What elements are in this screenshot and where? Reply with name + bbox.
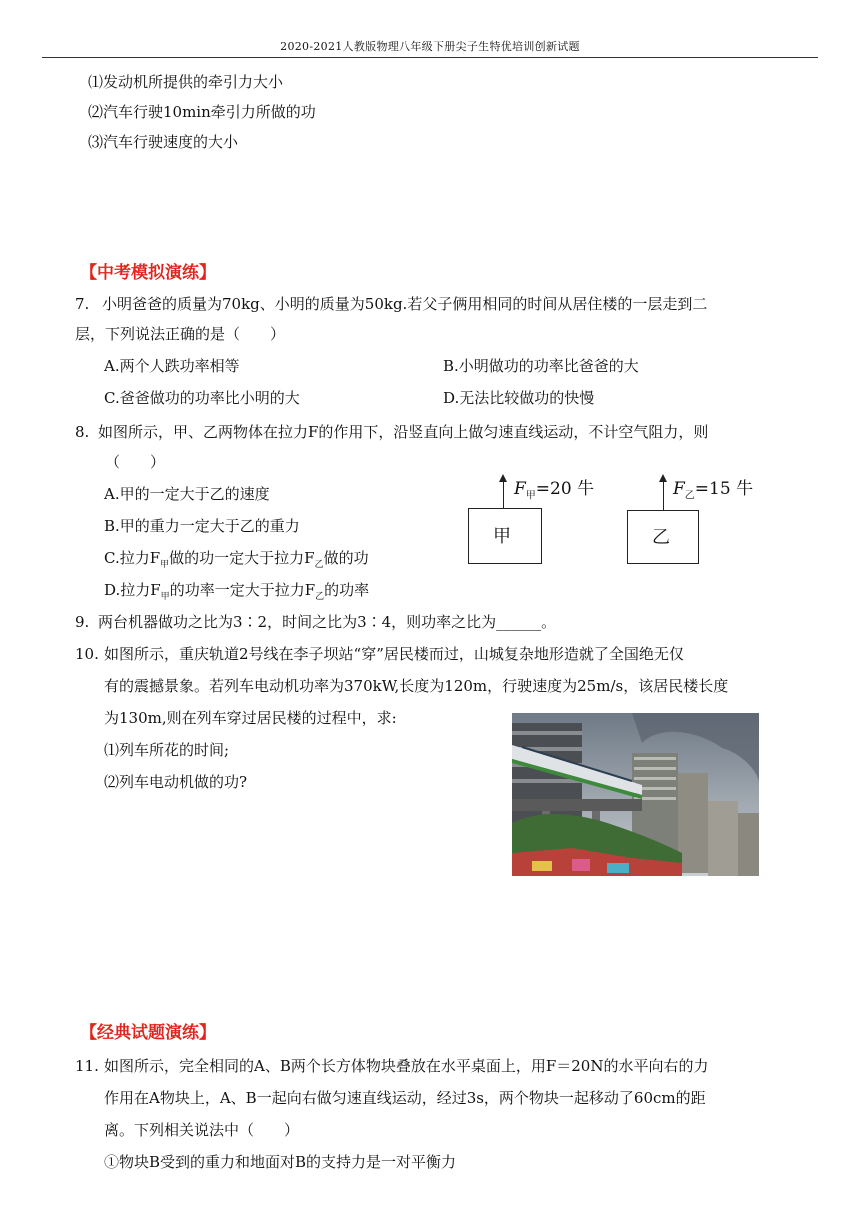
q10-stem-line1: 如图所示，重庆轨道2号线在李子坝站“穿”居民楼而过，山城复杂地形造就了全国绝无仅 — [104, 645, 684, 663]
force-arrow-yi — [663, 482, 664, 510]
force-label-yi: $F_乙=15$ 牛 — [673, 479, 754, 502]
q11-stem-line2: 作用在A物块上，A、B一起向右做匀速直线运动，经过3s，两个物块一起移动了60cm的距 — [104, 1089, 706, 1107]
q9-number: 9. — [75, 613, 90, 631]
photo-illustration — [512, 713, 759, 876]
force-arrow-jia — [503, 482, 504, 508]
q11-number: 11. — [75, 1057, 99, 1075]
box-jia — [468, 508, 542, 564]
q7-number: 7. — [75, 295, 90, 313]
section-title-mock-exam: 【中考模拟演练】 — [80, 263, 216, 283]
q8-option-a: A.甲的一定大于乙的速度 — [104, 485, 270, 503]
q8-option-b: B.甲的重力一定大于乙的重力 — [104, 517, 300, 535]
prev-part-3: ⑶汽车行驶速度的大小 — [88, 133, 239, 151]
q7-option-a: A.两个人跌功率相等 — [104, 357, 240, 375]
q10-stem-line2: 有的震撼景象。若列车电动机功率为370kW,长度为120m，行驶速度为25m/s，该居民楼长度 — [104, 677, 729, 695]
q7-option-c: C.爸爸做功的功率比小明的大 — [104, 389, 300, 407]
q8-option-d: D.拉力$F_甲$的功率一定大于拉力$F_乙$的功率 — [104, 581, 370, 602]
q10-stem-line3: 为130m,则在列车穿过居民楼的过程中，求: — [104, 709, 397, 727]
q11-stem-line3: 离。下列相关说法中（ ） — [104, 1121, 300, 1139]
force-arrow-yi-head — [659, 474, 667, 482]
box-jia-label: 甲 — [493, 526, 511, 547]
q8-number: 8. — [75, 423, 90, 441]
box-yi-label: 乙 — [652, 527, 670, 548]
q7-stem-line2: 层，下列说法正确的是（ ） — [75, 325, 286, 343]
prev-part-2: ⑵汽车行驶10min牵引力所做的功 — [88, 103, 316, 121]
page-header: 2020-2021人教版物理八年级下册尖子生特优培训创新试题 — [280, 40, 580, 53]
q8-stem-line1: 如图所示，甲、乙两物体在拉力F的作用下，沿竖直向上做匀速直线运动，不计空气阻力，则 — [98, 423, 709, 441]
q11-statement-1: ①物块B受到的重力和地面对B的支持力是一对平衡力 — [104, 1153, 457, 1171]
q7-stem-line1: 小明爸爸的质量为70kg、小明的质量为50kg.若父子俩用相同的时间从居住楼的一层走到二 — [102, 295, 708, 313]
q9-stem: 两台机器做功之比为3∶2，时间之比为3∶4，则功率之比为______。 — [98, 613, 557, 631]
force-arrow-jia-head — [499, 474, 507, 482]
header-rule — [42, 57, 818, 58]
section-title-classic-exam: 【经典试题演练】 — [80, 1023, 216, 1043]
q7-option-b: B.小明做功的功率比爸爸的大 — [443, 357, 639, 375]
q10-photo-train-through-building — [512, 713, 759, 876]
q10-number: 10. — [75, 645, 99, 663]
q8-stem-line2: （ ） — [105, 453, 166, 471]
q11-stem-line1: 如图所示，完全相同的A、B两个长方体物块叠放在水平桌面上，用F＝20N的水平向右的力 — [104, 1057, 709, 1075]
q7-option-d: D.无法比较做功的快慢 — [443, 389, 595, 407]
q10-part-2: ⑵列车电动机做的功? — [104, 773, 248, 791]
box-yi — [627, 510, 699, 564]
force-label-jia: $F_甲=20$ 牛 — [514, 479, 595, 502]
prev-part-1: ⑴发动机所提供的牵引力大小 — [88, 73, 284, 91]
q8-option-c: C.拉力$F_甲$做的功一定大于拉力$F_乙$做的功 — [104, 549, 369, 570]
q10-part-1: ⑴列车所花的时间; — [104, 741, 230, 759]
